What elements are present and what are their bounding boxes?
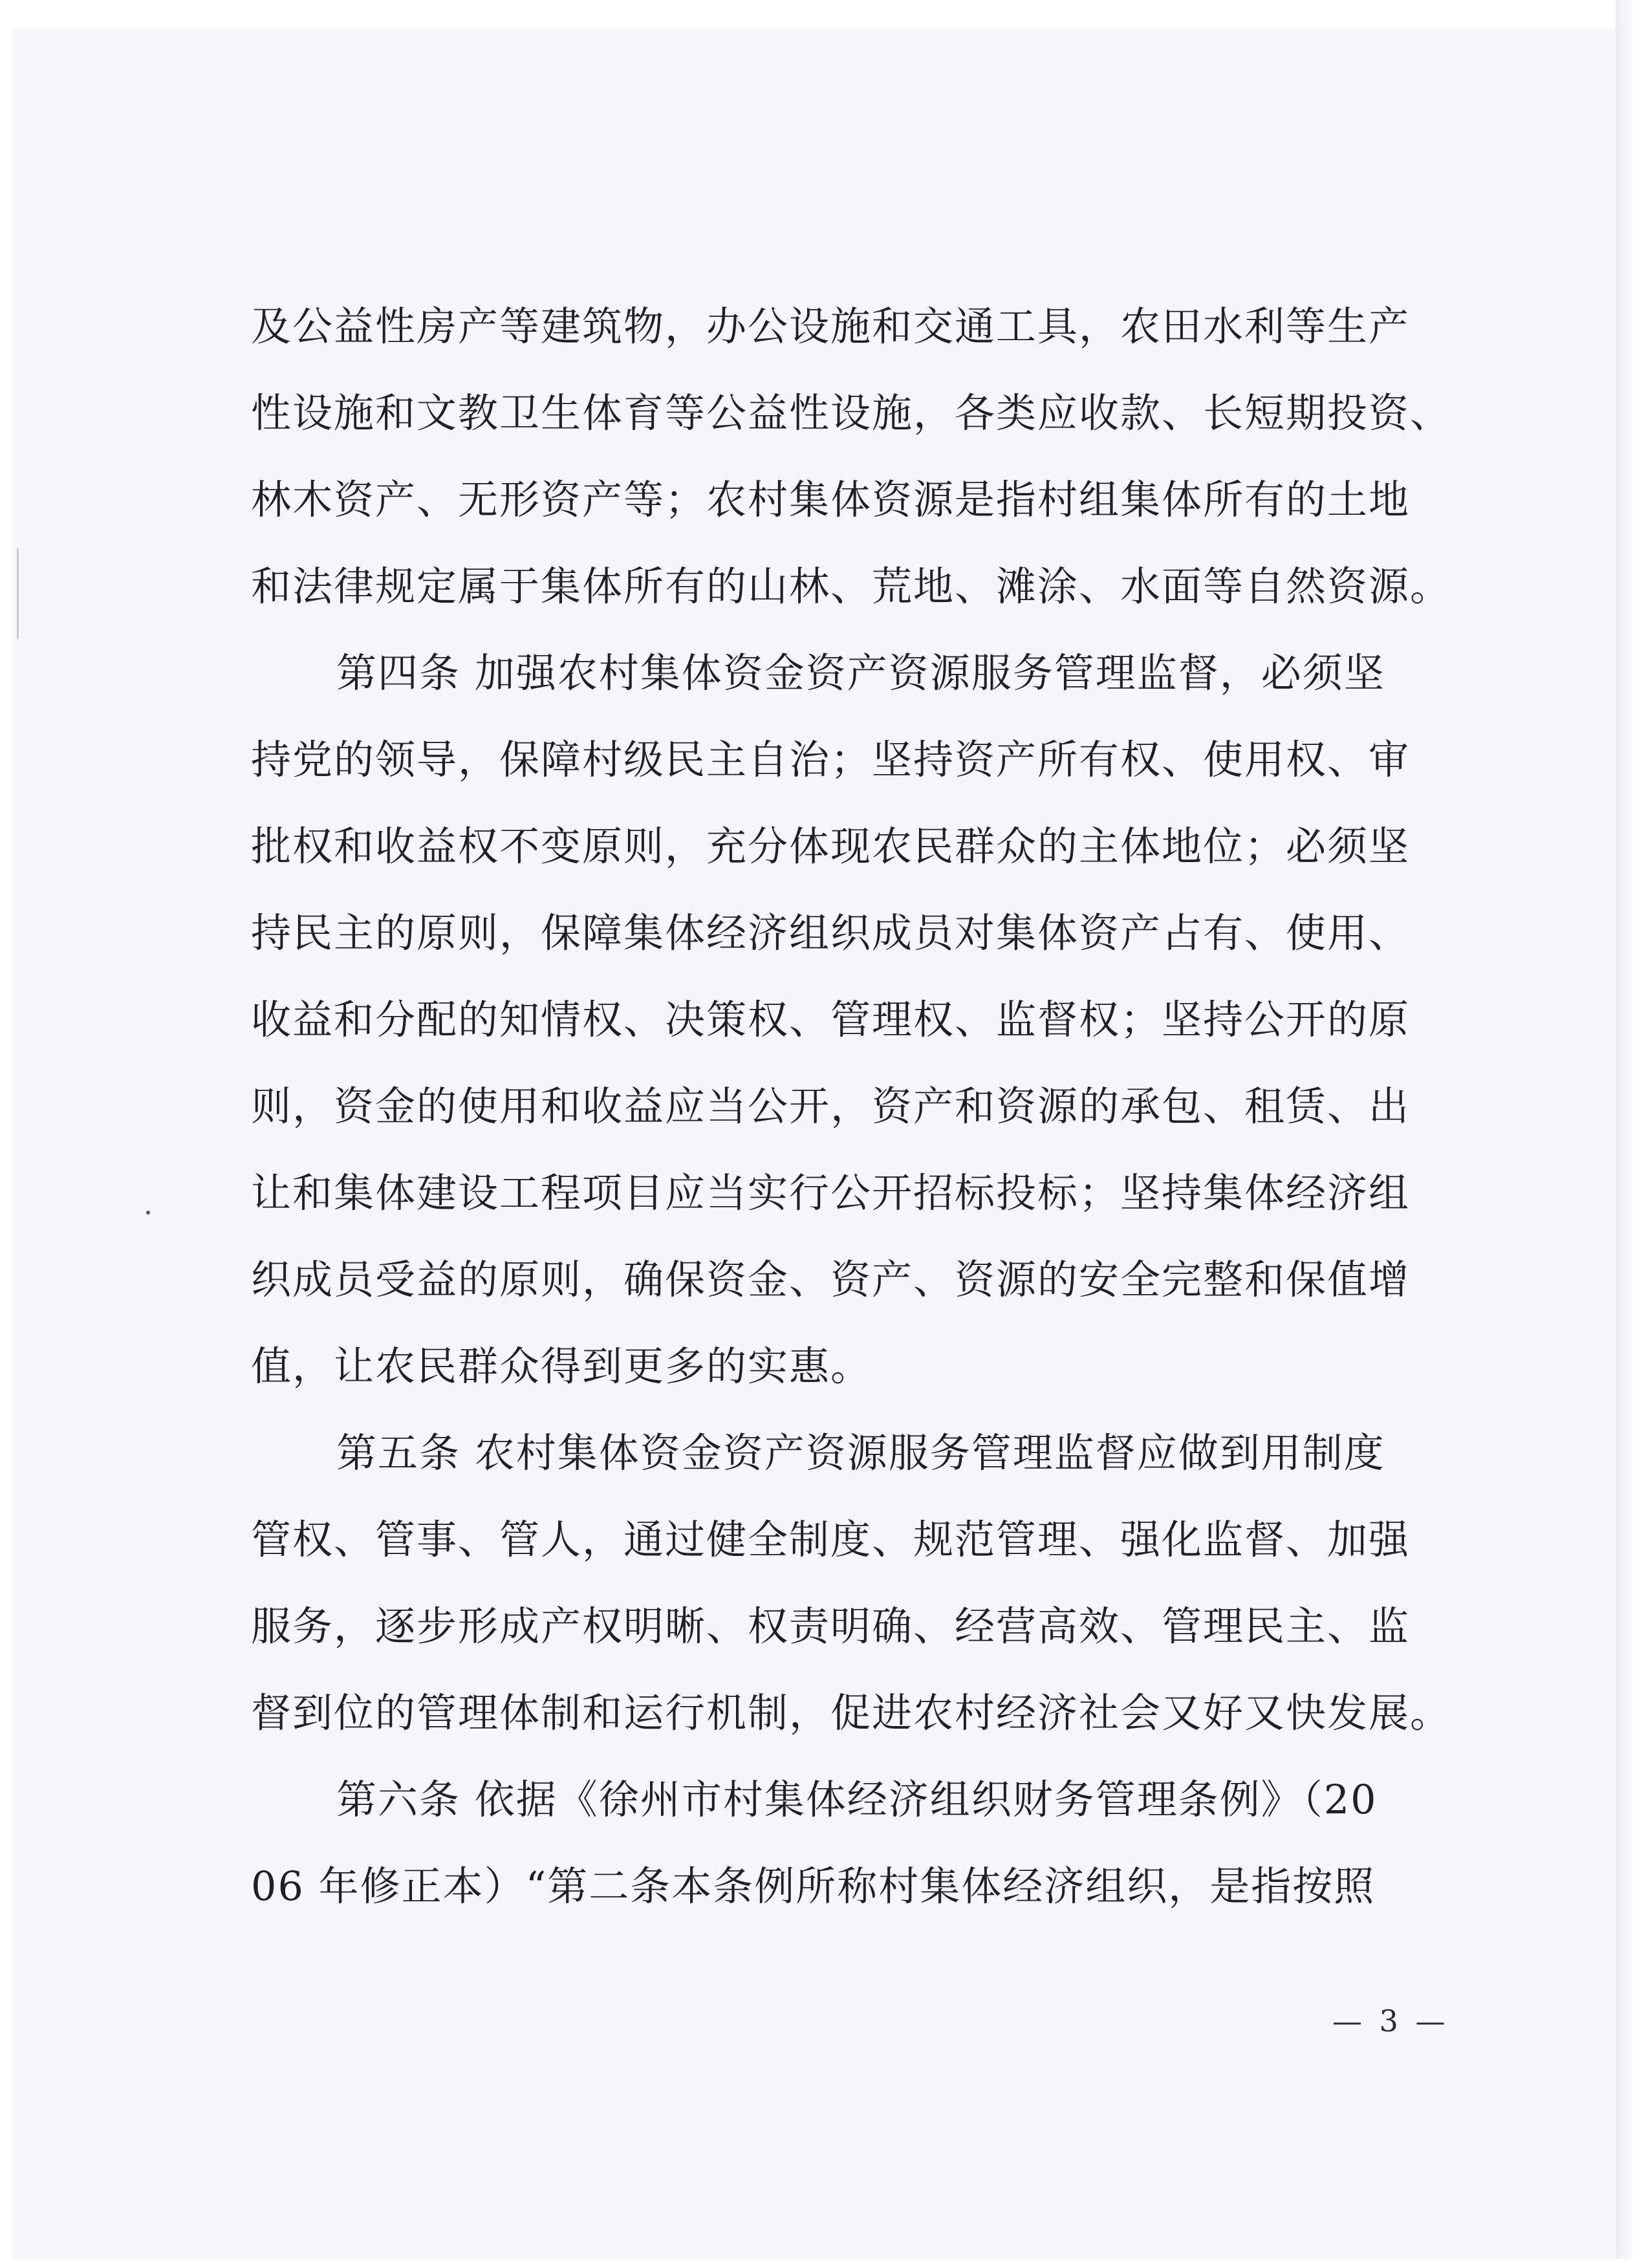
scan-border-bottom [0, 2259, 1635, 2268]
text-line: 织成员受益的原则，确保资金、资产、资源的安全完整和保值增 [251, 1256, 1411, 1303]
text-line: 性设施和文教卫生体育等公益性设施，各类应收款、长短期投资、 [251, 389, 1452, 437]
text-line: 持党的领导，保障村级民主自治；坚持资产所有权、使用权、审 [251, 736, 1411, 783]
article-6-first-line: 第六条 依据《徐州市村集体经济组织财务管理条例》（20 [336, 1776, 1378, 1823]
text-line: 让和集体建设工程项目应当实行公开招标投标；坚持集体经济组 [251, 1169, 1411, 1216]
text-line: 管权、管事、管人，通过健全制度、规范管理、强化监督、加强 [251, 1516, 1411, 1563]
text-line: 督到位的管理体制和运行机制，促进农村经济社会又好又快发展。 [251, 1689, 1452, 1736]
text-line: 06 年修正本）“第二条本条例所称村集体经济组织，是指按照 [251, 1863, 1376, 1910]
page-number: — 3 — [1332, 2003, 1449, 2038]
text-line: 值，让农民群众得到更多的实惠。 [251, 1343, 872, 1390]
scan-speck [146, 1211, 150, 1215]
text-line: 和法律规定属于集体所有的山林、荒地、滩涂、水面等自然资源。 [251, 563, 1452, 610]
text-line: 林木资产、无形资产等；农村集体资源是指村组集体所有的土地 [251, 476, 1411, 523]
document-body [251, 283, 1467, 1930]
text-line: 批权和收益权不变原则，充分体现农民群众的主体地位；必须坚 [251, 823, 1411, 870]
scan-border-right [1616, 0, 1635, 2268]
scan-border-top [0, 0, 1635, 28]
binding-staple-mark [17, 548, 23, 639]
text-line: 则，资金的使用和收益应当公开，资产和资源的承包、租赁、出 [251, 1083, 1411, 1130]
scan-border-left [0, 0, 12, 2268]
text-line: 收益和分配的知情权、决策权、管理权、监督权；坚持公开的原 [251, 996, 1411, 1043]
text-line: 持民主的原则，保障集体经济组织成员对集体资产占有、使用、 [251, 909, 1411, 956]
text-line: 及公益性房产等建筑物，办公设施和交通工具，农田水利等生产 [251, 303, 1411, 350]
article-4-first-line: 第四条 加强农村集体资金资产资源服务管理监督，必须坚 [336, 649, 1385, 697]
article-5-first-line: 第五条 农村集体资金资产资源服务管理监督应做到用制度 [336, 1429, 1385, 1476]
text-line: 服务，逐步形成产权明晰、权责明确、经营高效、管理民主、监 [251, 1603, 1411, 1650]
